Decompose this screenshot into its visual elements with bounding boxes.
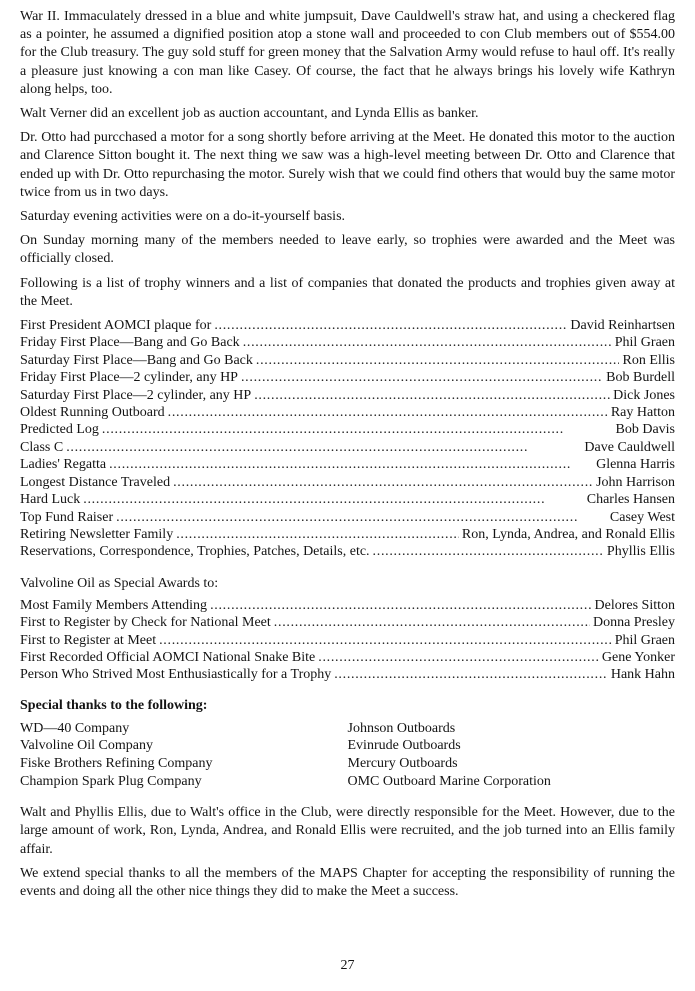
special-award-row (20, 632, 675, 649)
dot-leader (210, 597, 591, 614)
trophy-winner: Phil Graen (614, 335, 675, 351)
trophy-award: Ladies' Regatta (20, 457, 107, 473)
sponsor-item: Mercury Outboards (347, 755, 458, 771)
special-award-row (20, 614, 675, 631)
trophy-row (20, 439, 675, 456)
special-award-name: Person Who Strived Most Enthusiastically for a Trophy (20, 667, 332, 683)
trophy-row (20, 491, 675, 508)
special-award-winner: Phil Graen (614, 632, 675, 648)
dot-leader (168, 404, 608, 421)
trophy-row (20, 404, 675, 421)
page-number: 27 (340, 958, 355, 973)
sponsor-item: WD—40 Company (20, 720, 130, 736)
trophy-winner: David Reinhartsen (570, 318, 675, 334)
sponsor-column-right (348, 720, 676, 790)
dot-leader (318, 649, 599, 666)
trophy-award: Hard Luck (20, 492, 81, 508)
dot-leader (334, 666, 608, 683)
sponsor-item: Champion Spark Plug Company (20, 773, 202, 789)
dot-leader (373, 543, 604, 560)
dot-leader (66, 439, 581, 456)
special-awards-list (20, 597, 675, 684)
dot-leader (116, 509, 607, 526)
dot-leader (256, 352, 620, 369)
trophy-winner: Dave Cauldwell (584, 439, 675, 455)
paragraph-trophy-intro: Following is a list of trophy winners and a list of companies that donated the products and trophies given away at the Meet. (20, 275, 675, 309)
trophy-winner: John Harrison (596, 474, 675, 490)
trophy-winner: Glenna Harris (596, 457, 675, 473)
sponsor-column-left (20, 720, 348, 790)
sponsor-item: Valvoline Oil Company (20, 738, 153, 754)
special-award-name: First to Register at Meet (20, 632, 157, 648)
special-award-winner: Gene Yonker (601, 649, 675, 665)
special-awards-heading: Valvoline Oil as Special Awards to: (20, 575, 219, 591)
special-award-name: First Recorded Official AOMCI National Snake Bite (20, 649, 316, 665)
trophy-row (20, 456, 675, 473)
special-thanks-heading: Special thanks to the following: (20, 697, 208, 713)
sponsor-item: Fiske Brothers Refining Company (20, 755, 213, 771)
trophy-award: Longest Distance Traveled (20, 474, 171, 490)
special-award-winner: Donna Presley (592, 615, 675, 631)
trophy-row (20, 421, 675, 438)
special-award-name: First to Register by Check for National Meet (20, 615, 271, 631)
trophy-award: Class C (20, 439, 64, 455)
special-award-winner: Delores Sitton (594, 597, 675, 613)
dot-leader (102, 421, 613, 438)
trophy-award: Retiring Newsletter Family (20, 526, 174, 542)
trophy-award: First President AOMCI plaque for (20, 318, 212, 334)
dot-leader (159, 632, 612, 649)
sponsor-item: Johnson Outboards (347, 720, 456, 736)
dot-leader (214, 317, 567, 334)
special-award-name: Most Family Members Attending (20, 597, 208, 613)
closing-section (20, 804, 675, 901)
dot-leader (109, 456, 593, 473)
trophy-winner: Ron, Lynda, Andrea, and Ronald Ellis (461, 526, 675, 542)
trophy-award: Predicted Log (20, 422, 99, 438)
trophy-winner: Ron Ellis (622, 352, 675, 368)
trophy-winner: Casey West (609, 509, 675, 525)
paragraph-saturday-evening: Saturday evening activities were on a do-it-yourself basis. (20, 209, 346, 225)
sponsor-companies (20, 720, 675, 790)
trophy-award: Friday First Place—2 cylinder, any HP (20, 370, 238, 386)
trophy-winner: Phyllis Ellis (606, 544, 675, 560)
trophy-award: Top Fund Raiser (20, 509, 114, 525)
trophy-award: Friday First Place—Bang and Go Back (20, 335, 240, 351)
trophy-row (20, 526, 675, 543)
trophy-winner: Ray Hatton (610, 405, 675, 421)
sponsor-item: Evinrude Outboards (347, 738, 461, 754)
trophy-award: Oldest Running Outboard (20, 405, 165, 421)
trophy-winner: Dick Jones (613, 387, 675, 403)
trophy-row (20, 352, 675, 369)
paragraph-ellis-family: Walt and Phyllis Ellis, due to Walt's office in the Club, were directly responsible for the Meet. However, due to the large amount of work, Ron, Lynda, Andrea, and Ronald Ellis were recruited, and the job turned into an Ellis family affair. (20, 805, 675, 857)
trophy-row (20, 369, 675, 386)
paragraph-dr-otto-motor: Dr. Otto had purcchased a motor for a song shortly before arriving at the Meet. He donated this motor to the auction and Clarence Sitton bought it. The next thing we saw was a high-level meeting between Dr. Otto and Clarence that ended up with Dr. Otto repurchasing the motor. Surely wish that we could find others that would buy the same motor twice from us in two days. (20, 130, 675, 200)
sponsor-item: OMC Outboard Marine Corporation (347, 773, 551, 789)
dot-leader (254, 387, 610, 404)
document-page (20, 8, 675, 907)
paragraph-maps-thanks: We extend special thanks to all the members of the MAPS Chapter for accepting the responsibility of running the events and doing all the other nice things they did to make the Meet a success. (20, 865, 675, 899)
dot-leader (83, 491, 583, 508)
dot-leader (243, 334, 612, 351)
paragraph-auction-accountant: Walt Verner did an excellent job as auction accountant, and Lynda Ellis as banker. (20, 106, 479, 122)
paragraph-casey-auction: War II. Immaculately dressed in a blue and white jumpsuit, Dave Cauldwell's straw hat, and using a checkered flag as a pointer, he assumed a dignified position atop a stone wall and proceeded to con Club members out of $554.00 for the Club treasury. The guy sold stuff for green money that the Salvation Army would refuse to haul off. It's really a pleasure just knowing a con man like Casey. Of course, the fact that he always brings his lovely wife Kathryn along helps, too. (20, 9, 675, 97)
trophy-winner: Bob Davis (615, 422, 675, 438)
trophy-winners-list (20, 317, 675, 561)
trophy-winner: Charles Hansen (586, 492, 675, 508)
trophy-row (20, 509, 675, 526)
trophy-award: Saturday First Place—Bang and Go Back (20, 352, 253, 368)
trophy-award: Saturday First Place—2 cylinder, any HP (20, 387, 252, 403)
dot-leader (241, 369, 603, 386)
trophy-winner: Bob Burdell (606, 370, 675, 386)
dot-leader (176, 526, 459, 543)
special-award-row (20, 597, 675, 614)
trophy-row (20, 317, 675, 334)
special-award-winner: Hank Hahn (610, 667, 675, 683)
trophy-row (20, 387, 675, 404)
trophy-row (20, 334, 675, 351)
trophy-row (20, 543, 675, 560)
dot-leader (173, 474, 593, 491)
dot-leader (274, 614, 590, 631)
paragraph-sunday-morning: On Sunday morning many of the members needed to leave early, so trophies were awarded and the Meet was officially closed. (20, 233, 675, 267)
trophy-row (20, 474, 675, 491)
special-award-row (20, 649, 675, 666)
special-award-row (20, 666, 675, 683)
trophy-award: Reservations, Correspondence, Trophies, Patches, Details, etc. (20, 544, 370, 560)
